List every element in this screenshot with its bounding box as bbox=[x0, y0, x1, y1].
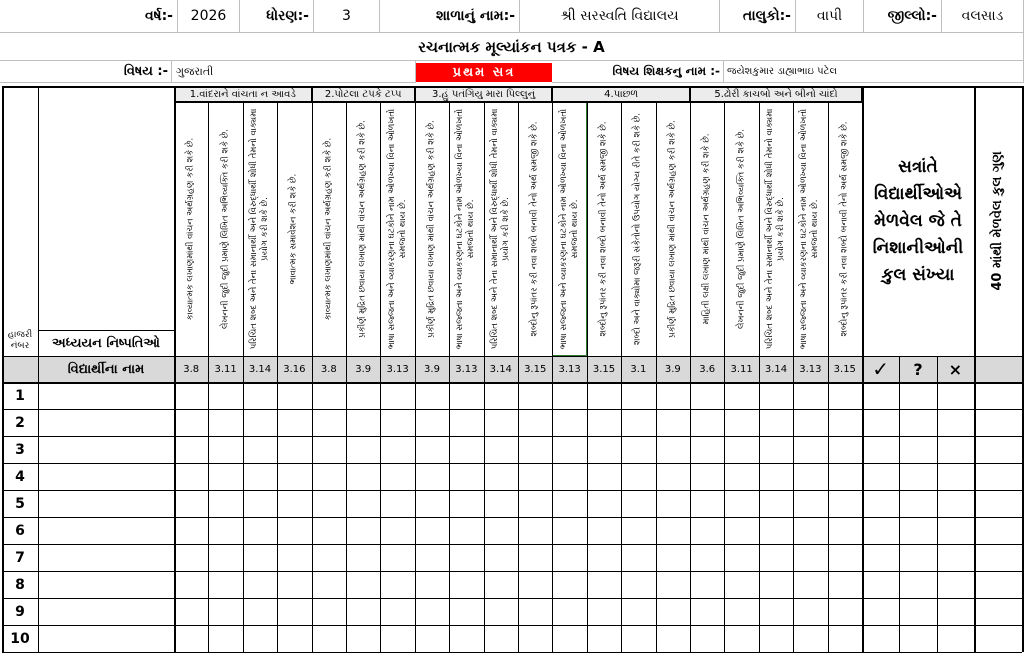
lesson-group-header: 3.હું પતંગિયુ મારા પિલ્લુનું bbox=[415, 86, 553, 102]
outcome-description bbox=[656, 102, 690, 356]
grid-line bbox=[2, 86, 4, 652]
outcome-description bbox=[484, 102, 518, 356]
grid-line bbox=[312, 86, 313, 652]
summary-header: સત્રાંતે વિદ્યાર્થીઓએ મેળવેલ જે તે નિશાનીઓની કુલ સંખ્યા bbox=[872, 156, 964, 285]
outcome-description bbox=[380, 102, 414, 356]
selected-cell-outline bbox=[552, 102, 586, 356]
student-name-cell[interactable] bbox=[38, 625, 174, 652]
grid-line bbox=[449, 102, 450, 652]
roll-number: 8 bbox=[15, 576, 25, 593]
roll-number: 6 bbox=[15, 522, 25, 539]
outcome-text: શબ્દોનુ રૂપાંતર કરી નવા શબ્દો બનાવી તેનો અર્થ સમજી શકે છે. bbox=[598, 121, 609, 337]
grid-line bbox=[2, 625, 1022, 626]
page-title: રચનાત્મક મૂલ્યાંકન પત્રક - A bbox=[0, 33, 1024, 61]
school-field[interactable]: શ્રી સરસ્વતિ વિદ્યાલય bbox=[520, 0, 720, 33]
student-name-cell[interactable] bbox=[38, 382, 174, 409]
outcome-text: લેખનની જુદી જુદી પ્રમાણે લિખિત અભિવ્યક્તિ કરી શકે છે. bbox=[736, 129, 747, 329]
roll-number: 5 bbox=[15, 495, 25, 512]
outcome-text: કાવ્યાત્મક લખાણમાંથી વાંચન અર્થગ્રહણ કરી શકે છે. bbox=[323, 137, 334, 321]
outcome-text: શબ્દો અને વાક્યોમા જરૂરી સંકેતોનો ઉપયોગ યોગ્ય રીતે કરી શકે છે. bbox=[632, 113, 643, 345]
grid-line bbox=[38, 86, 39, 652]
outcome-text: ભાષા સજ્જતા અને વ્યાકરણના ઘટકોને નામ ઓળખ્યા વિના ઓળખતો સમજતો થાય છે. bbox=[558, 108, 580, 350]
roll-number: 1 bbox=[15, 387, 25, 404]
lesson-group-header: 1.વાંદરાને વાંચતા ન આવડે bbox=[174, 86, 312, 102]
outcome-code: 3.13 bbox=[449, 356, 483, 382]
outcome-code: 3.6 bbox=[690, 356, 724, 382]
grid-line bbox=[862, 86, 864, 652]
outcome-code: 3.8 bbox=[174, 356, 208, 382]
roll-number: 3 bbox=[15, 441, 25, 458]
grid-line bbox=[2, 598, 1022, 599]
grid-line bbox=[2, 517, 1022, 518]
grid-line bbox=[552, 86, 553, 652]
outcome-code: 3.9 bbox=[656, 356, 690, 382]
outcome-text: ભાવાત્મક સમાવેશન કરી શકે છે. bbox=[288, 173, 299, 285]
outcome-description bbox=[277, 102, 311, 356]
grid-line bbox=[2, 436, 1022, 437]
student-name-cell[interactable] bbox=[38, 571, 174, 598]
outcomes-label: અધ્યયન નિષ્પતિઓ bbox=[52, 335, 160, 351]
grid-line bbox=[974, 86, 976, 652]
grid-line bbox=[2, 490, 1022, 491]
outcome-text: પ્રકીર્ણ મુદ્રિત છવાયા લખાણ માંથી વાંચન અર્થગ્રહણ કરી શકે છે. bbox=[667, 120, 678, 338]
subject-label: વિષય :- bbox=[0, 61, 172, 83]
roll-label-line1: હાજરી bbox=[7, 330, 33, 340]
grid-line bbox=[2, 409, 1022, 410]
total-code-spacer bbox=[974, 356, 1022, 382]
outcome-code: 3.15 bbox=[828, 356, 862, 382]
outcome-description bbox=[690, 102, 724, 356]
outcome-text: ભાષા સજ્જતા અને વ્યાકરણના ઘટકોને નામ ઓળખ્યા વિના ઓળખતો સમજતો થાય છે. bbox=[455, 108, 477, 350]
outcome-text: પ્રકીર્ણ મુદ્રિત છવાયા લખાણ માંથી વાંચન અર્થગ્રહણ કરી શકે છે. bbox=[426, 120, 437, 338]
question-symbol: ? bbox=[899, 356, 936, 382]
roll-number: 7 bbox=[15, 549, 25, 566]
outcome-description bbox=[518, 102, 552, 356]
outcome-text: લેખનની જુદી જુદી પ્રમાણે લિખિત અભિવ્યક્તિ કરી શકે છે. bbox=[220, 129, 231, 329]
student-name-cell[interactable] bbox=[38, 490, 174, 517]
roll-number: 9 bbox=[15, 603, 25, 620]
student-name-cell[interactable] bbox=[38, 436, 174, 463]
student-name-cell[interactable] bbox=[38, 409, 174, 436]
cross-symbol: × bbox=[937, 356, 974, 382]
district-field[interactable]: વલસાડ bbox=[942, 0, 1024, 33]
grid-line bbox=[346, 102, 347, 652]
grid-line bbox=[277, 102, 278, 652]
grid-line bbox=[2, 463, 1022, 464]
outcome-description bbox=[312, 102, 346, 356]
outcome-text: પરિચિત શબ્દ અને તેના સમાનાર્થી અને વિરુદ્ધાર્થી શોધી તેમનો વાક્યમા પ્રયોગ કરી શકે છે. bbox=[489, 108, 511, 350]
grid-line bbox=[2, 86, 1022, 88]
outcome-code: 3.1 bbox=[621, 356, 655, 382]
semester-badge: પ્રથમ સત્ર bbox=[416, 63, 552, 82]
outcome-description bbox=[415, 102, 449, 356]
subject-field[interactable]: ગુજરાતી bbox=[172, 61, 416, 83]
outcome-text: માહિતી લક્ષી લખાણ માંથી વાંચન અર્થગ્રહણ કરી શકે છે. bbox=[701, 133, 712, 325]
grid-line bbox=[174, 86, 176, 652]
outcome-description bbox=[828, 102, 862, 356]
outcome-description bbox=[243, 102, 277, 356]
total-marks-header bbox=[974, 86, 1022, 356]
grid-line bbox=[415, 86, 416, 652]
taluka-field[interactable]: વાપી bbox=[796, 0, 864, 33]
grid-line bbox=[2, 356, 1022, 357]
tick-symbol: ✓ bbox=[862, 356, 899, 382]
outcome-description bbox=[724, 102, 758, 356]
outcome-description bbox=[621, 102, 655, 356]
outcome-code: 3.13 bbox=[793, 356, 827, 382]
student-name-cell[interactable] bbox=[38, 598, 174, 625]
roll-number: 10 bbox=[10, 630, 30, 647]
grid-line bbox=[2, 544, 1022, 545]
grid-line bbox=[208, 102, 209, 652]
outcome-description bbox=[449, 102, 483, 356]
outcome-code: 3.15 bbox=[518, 356, 552, 382]
grid-line bbox=[828, 102, 829, 652]
grid-line bbox=[724, 102, 725, 652]
grid-line bbox=[518, 102, 519, 652]
outcome-text: શબ્દોનુ રૂપાંતર કરી નવા શબ્દો બનાવી તેનો અર્થ સમજી શકે છે. bbox=[529, 121, 540, 337]
outcome-text: પ્રકીર્ણ મુદ્રિત છવાયા લખાણ માંથી વાંચન અર્થગ્રહણ કરી શકે છે. bbox=[357, 120, 368, 338]
year-field[interactable]: 2026 bbox=[178, 0, 240, 33]
outcome-description bbox=[174, 102, 208, 356]
school-label: શાળાનું નામ:- bbox=[380, 0, 520, 33]
lesson-group-header: 5.ઢોરી કાચબો અને બીનો ચાંદો bbox=[690, 86, 862, 102]
grid-line bbox=[2, 571, 1022, 572]
student-name-cell[interactable] bbox=[38, 517, 174, 544]
lesson-group-header: 4.પાછળ bbox=[552, 86, 690, 102]
lesson-group-header: 2.પોટલા ટપકે ટપ્પ bbox=[312, 86, 415, 102]
outcome-code: 3.13 bbox=[552, 356, 586, 382]
grid-line bbox=[759, 102, 760, 652]
grid-line bbox=[793, 102, 794, 652]
outcome-description bbox=[587, 102, 621, 356]
district-label: જીલ્લો:- bbox=[864, 0, 942, 33]
outcome-description bbox=[346, 102, 380, 356]
teacher-field[interactable]: જયેશકુમાર ડાહ્યાભાઇ પટેલ bbox=[724, 61, 1024, 83]
grid-line bbox=[174, 102, 862, 103]
outcome-text: ભાષા સજ્જતા અને વ્યાકરણના ઘટકોને નામ ઓળખ્યા વિના ઓળખતો સમજતો થાય છે. bbox=[386, 108, 408, 350]
outcome-text: પરિચિત શબ્દ અને તેના સમાનાર્થી અને વિરુદ્ધાર્થી શોધી તેમનો વાક્યમા પ્રયોગ કરી શકે છે. bbox=[764, 108, 786, 350]
grid-line bbox=[2, 652, 1022, 653]
outcome-text: પરિચિત શબ્દ અને તેના સમાનાર્થી અને વિરુદ્ધાર્થી શોધી તેમનો વાક્યમા પ્રયોગ કરી શકે છે. bbox=[248, 108, 270, 350]
grid-line bbox=[2, 382, 1022, 384]
grid-line bbox=[38, 330, 174, 331]
outcome-code: 3.11 bbox=[724, 356, 758, 382]
teacher-label: વિષય શિક્ષકનુ નામ :- bbox=[552, 61, 724, 83]
grid-line bbox=[621, 102, 622, 652]
outcome-code: 3.9 bbox=[415, 356, 449, 382]
outcome-text: ભાષા સજ્જતા અને વ્યાકરણના ઘટકોને નામ ઓળખ્યા વિના ઓળખતો સમજતો થાય છે. bbox=[799, 108, 821, 350]
std-label: ધોરણ:- bbox=[240, 0, 314, 33]
roll-label-line2: નંબર bbox=[10, 341, 30, 351]
outcome-description bbox=[793, 102, 827, 356]
outcome-code: 3.8 bbox=[312, 356, 346, 382]
outcome-text: શબ્દોનુ રૂપાંતર કરી નવા શબ્દો બનાવી તેનો અર્થ સમજી શકે છે. bbox=[839, 121, 850, 337]
std-field[interactable]: 3 bbox=[314, 0, 380, 33]
outcome-code: 3.15 bbox=[587, 356, 621, 382]
outcome-code: 3.14 bbox=[759, 356, 793, 382]
student-name-header: વિદ્યાર્થીના નામ bbox=[38, 356, 174, 382]
outcome-code: 3.9 bbox=[346, 356, 380, 382]
grid-line bbox=[656, 102, 657, 652]
total-marks-label: 40 માંથી મેળવેલ કુલ ગુણ bbox=[990, 151, 1005, 291]
roll-code-spacer bbox=[2, 356, 38, 382]
grid-line bbox=[587, 102, 588, 652]
roll-number-header bbox=[2, 86, 38, 356]
roll-number: 2 bbox=[15, 414, 25, 431]
outcome-description bbox=[759, 102, 793, 356]
student-name-cell[interactable] bbox=[38, 463, 174, 490]
grid-line bbox=[937, 356, 938, 652]
outcome-code: 3.11 bbox=[208, 356, 242, 382]
outcome-code: 3.13 bbox=[380, 356, 414, 382]
student-name-cell[interactable] bbox=[38, 544, 174, 571]
taluka-label: તાલુકો:- bbox=[720, 0, 796, 33]
outcome-code: 3.16 bbox=[277, 356, 311, 382]
roll-number: 4 bbox=[15, 468, 25, 485]
outcome-code: 3.14 bbox=[243, 356, 277, 382]
outcome-code: 3.14 bbox=[484, 356, 518, 382]
grid-line bbox=[690, 86, 691, 652]
outcome-description bbox=[208, 102, 242, 356]
year-label: વર્ષ:- bbox=[0, 0, 178, 33]
grid-line bbox=[380, 102, 381, 652]
grid-line bbox=[243, 102, 244, 652]
grid-line bbox=[899, 356, 900, 652]
outcome-text: કાવ્યાત્મક લખાણમાંથી વાંચન અર્થગ્રહણ કરી શકે છે. bbox=[185, 137, 196, 321]
grid-line bbox=[484, 102, 485, 652]
